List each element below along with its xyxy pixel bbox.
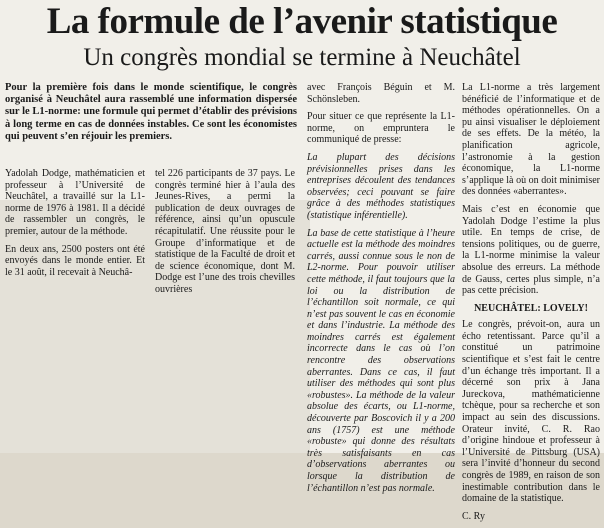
column-3-quote-2: La base de cette statistique à l’heure actuelle est la méthode des moindres carrés, aussi connue sous le non de L2-norme. Pour pouvoir utiliser cette méthode, il faut toujours que la loi ou la distribution de l’échantillon soit normale, ce qui n’est pas souvent le cas en économie et dans l’industrie. La méthode des moindres carrés est également incorrecte dans le cas où l’on rencontre des observations aberrantes. Dans ce cas, il faut utiliser des méthodes qui sont plus «robustes». La méthode de la valeur absolue des écarts, ou L1-norme, découverte par Boscovich il y a 200 ans (1757) est une méthode «robuste» qui donne des résultats très satisfaisants en cas d’observations aberrantes ou lorsque la distribution de l’échantillon n’est pas normale. <box>307 227 455 494</box>
headline: La formule de l’avenir statistique <box>46 1 558 42</box>
column-3-quote-1: La plupart des décisions prévisionnelles prises dans les entreprises découlent des tendances observées; ceci pouvant se faire grâce à des méthodes statistiques (statistique inférentielle). <box>307 151 455 221</box>
column-4-paragraph-3: Le congrès, prévoit-on, aura un écho retentissant. Parce qu’il a constitué un patrimoine scientifique et s’est fait le centre d’un échange très important. Il a décerné son prix à Jana Jureckova, mathématicienne tchèque, pour sa recherche et son impact au sein des discussions. Orateur invité, C. R. Rao d’origine hindoue et professeur à l’Université de Pittsburg (USA) sera l’invité d’honneur du second congrès de 1989, en raison de son inestimable contribution dans le domaine de la statistique. <box>462 319 600 505</box>
subheadline: Un congrès mondial se termine à Neuchâtel <box>83 44 521 71</box>
column-1-paragraph-2: En deux ans, 2500 posters ont été envoyés dans le monde entier. Et le 31 août, il recevait à Neuchâ- <box>5 243 145 278</box>
author-signature: C. Ry <box>462 510 485 522</box>
column-2 <box>155 168 295 302</box>
column-2-paragraph-1: tel 226 participants de 37 pays. Le congrès terminé hier à l’aula des Jeunes-Rives, a permi la publication de deux ouvrages de référence, ainsi qu’un opuscule récapitulatif. Une réussite pour le Groupe d’informatique et de statistique de la Faculté de droit et de science économique, dont M. Dodge est l’une des trois chevilles ouvrières <box>155 168 295 295</box>
column-1-paragraph-1: Yadolah Dodge, mathématicien et professeur à l’Université de Neuchâtel, a travaillé sur la L1-norme de 1976 à 1981. Il a décidé de rassembler un congrès, le premier, autour de la méthode. <box>5 168 145 237</box>
lead-paragraph-block <box>5 82 297 149</box>
column-4-paragraph-2: Mais c’est en économie que Yadolah Dodge l’estime la plus utile. En temps de crise, de tensions politiques, ou de guerre, la L1-norme minimise la valeur absolue des erreurs. La méthode de Gauss, certes plus simple, n’a pas cette précision. <box>462 203 600 297</box>
column-4-paragraph-1: La L1-norme a très largement bénéficié de l’informatique et de méthodes opérationnelles. On a pu ainsi visualiser le déploiement de ses effets. De la météo, la planification agricole, l’astronomie à la gestion économique, la L1-norme s’applique là où on doit minimiser des données «aberrantes». <box>462 82 600 198</box>
section-subhead: NEUCHÂTEL: LOVELY! <box>474 302 588 314</box>
lead-paragraph: Pour la première fois dans le monde scientifique, le congrès organisé à Neuchâtel aura rassemblé une information dispersée sur le L1-norme: une formule qui permet d’établir des prévisions à long terme en cas de données instables. Ce sont les économistes qui peuvent s’en réjouir les premiers. <box>5 82 297 142</box>
column-3-paragraph-2: Pour situer ce que représente la L1-norme, on empruntera le communiqué de presse: <box>307 111 455 146</box>
column-1 <box>5 168 145 284</box>
column-4 <box>462 82 600 528</box>
column-3-paragraph-1: avec François Béguin et M. Schönsleben. <box>307 82 455 105</box>
column-3 <box>307 82 455 500</box>
